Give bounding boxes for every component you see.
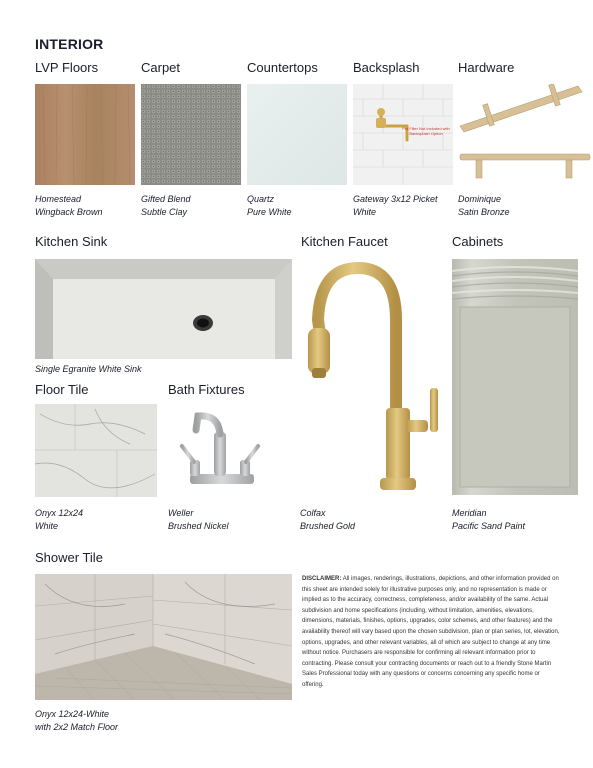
countertops-caption-line-1: Quartz xyxy=(247,194,275,204)
carpet-caption-line-1: Gifted Blend xyxy=(141,194,191,204)
countertops-caption-line-2: Pure White xyxy=(247,207,292,217)
cabinets-caption-line-2: Pacific Sand Paint xyxy=(452,521,526,531)
cabinets-swatch xyxy=(452,259,578,495)
bath-fixtures-caption xyxy=(168,507,229,533)
kitchen-faucet-caption-line-2: Brushed Gold xyxy=(300,521,356,531)
shower-tile-caption-line-1: Onyx 12x24-White xyxy=(35,709,110,719)
lvp-caption xyxy=(35,193,102,219)
category-hardware: Hardware xyxy=(458,60,515,75)
category-carpet: Carpet xyxy=(141,60,181,75)
lvp-floor-swatch xyxy=(35,84,135,185)
floor-tile-caption-line-2: White xyxy=(35,521,59,531)
backsplash-caption xyxy=(353,193,438,219)
hardware-swatch xyxy=(458,84,592,185)
floor-tile-caption xyxy=(35,507,83,533)
disclaimer-text: All images, renderings, illustrations, depictions, and other information provided on this sheet are intended solely for illustrative purposes only, and no representation is made or implied as to the accuracy, correctness, completeness, and/or availability of the same. Actual subdivision and home specifications (including, without limitation, amenities, elevations, dimensions, materials, finishes, options, upgrades, color schemes, and other features) and the availability thereof will vary based upon the chosen subdivision, plan or plan series, lot, elevation, options, upgrades, and other relevant variables, all of which are subject to change at any time without notice. Purchasers are responsible for confirming all relevant information prior to contracting. Please consult your contracting documents or reach out to a friendly Stone Martin Sales Professional today with any questions or concerns concerning any specific home or offering. xyxy=(302,576,560,688)
hardware-caption-line-2: Satin Bronze xyxy=(458,207,510,217)
floor-tile-swatch xyxy=(35,404,157,497)
category-backsplash: Backsplash xyxy=(353,60,420,75)
lvp-caption-line-1: Homestead xyxy=(35,194,82,204)
category-lvp-floors: LVP Floors xyxy=(35,60,99,75)
countertop-swatch xyxy=(247,84,347,185)
backsplash-caption-line-1: Gateway 3x12 Picket xyxy=(353,194,438,204)
kitchen-sink-swatch xyxy=(35,259,292,359)
category-floor-tile: Floor Tile xyxy=(35,382,89,397)
section-title: INTERIOR xyxy=(35,36,104,52)
bath-fixtures-swatch xyxy=(168,404,268,497)
shower-tile-caption-line-2: with 2x2 Match Floor xyxy=(35,722,119,732)
carpet-caption-line-2: Subtle Clay xyxy=(141,207,188,217)
disclaimer xyxy=(302,574,560,691)
cabinets-caption-line-1: Meridian xyxy=(452,508,487,518)
countertops-caption xyxy=(247,193,292,219)
shower-tile-caption xyxy=(35,708,118,734)
kitchen-faucet-swatch xyxy=(298,260,446,498)
category-kitchen-faucet: Kitchen Faucet xyxy=(301,234,388,249)
backsplash-note: Pot Filler Not Included with Backsplash Option xyxy=(402,126,450,136)
hardware-caption xyxy=(458,193,510,219)
backsplash-caption-line-2: White xyxy=(353,207,377,217)
category-countertops: Countertops xyxy=(247,60,318,75)
kitchen-faucet-caption-line-1: Colfax xyxy=(300,508,326,518)
cabinets-caption xyxy=(452,507,525,533)
bath-fixtures-caption-line-1: Weller xyxy=(168,508,194,518)
carpet-swatch xyxy=(141,84,241,185)
category-shower-tile: Shower Tile xyxy=(35,550,103,565)
shower-tile-swatch xyxy=(35,574,292,700)
kitchen-faucet-caption xyxy=(300,507,355,533)
floor-tile-caption-line-1: Onyx 12x24 xyxy=(35,508,84,518)
hardware-caption-line-1: Dominique xyxy=(458,194,502,204)
category-bath-fixtures: Bath Fixtures xyxy=(168,382,245,397)
category-kitchen-sink: Kitchen Sink xyxy=(35,234,108,249)
lvp-caption-line-2: Wingback Brown xyxy=(35,207,103,217)
bath-fixtures-caption-line-2: Brushed Nickel xyxy=(168,521,229,531)
disclaimer-label: DISCLAIMER: xyxy=(302,576,342,582)
category-cabinets: Cabinets xyxy=(452,234,504,249)
carpet-caption xyxy=(141,193,191,219)
kitchen-sink-caption: Single Egranite White Sink xyxy=(35,364,142,374)
